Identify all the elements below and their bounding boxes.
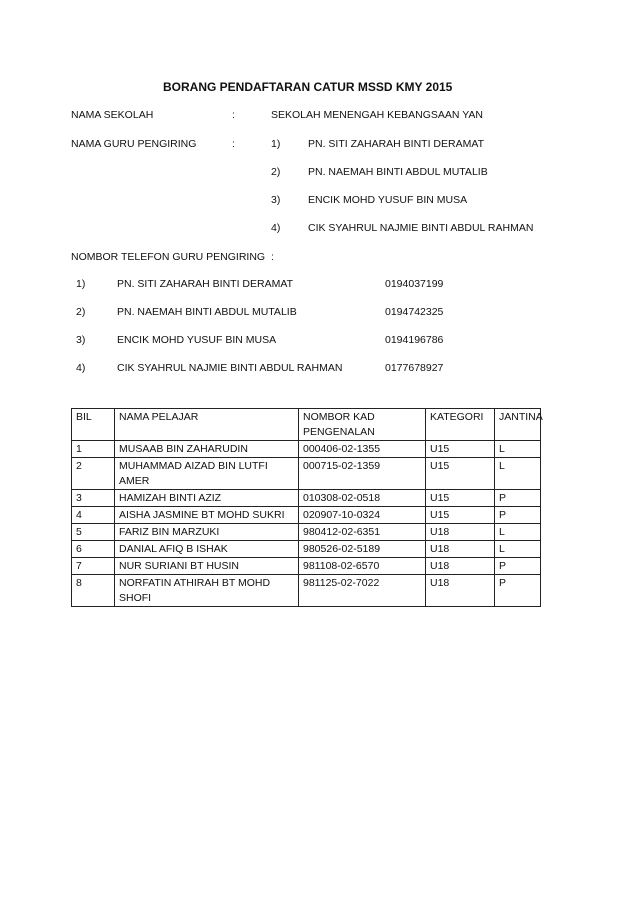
phones-label: NOMBOR TELEFON GURU PENGIRING: [71, 251, 266, 263]
cell-ic: 981125-02-7022: [299, 575, 426, 607]
cell-kategori: U15: [426, 490, 495, 507]
table-row: [72, 441, 541, 458]
teachers-label: NAMA GURU PENGIRING: [71, 138, 197, 150]
cell-jantina: P: [495, 507, 541, 524]
cell-jantina: L: [495, 441, 541, 458]
cell-bil: 6: [72, 541, 115, 558]
cell-kategori: U18: [426, 524, 495, 541]
phone-number: 0194742325: [385, 306, 444, 318]
header-bil: BIL: [72, 409, 115, 441]
table-header-row: [72, 409, 541, 441]
phone-number: 0194037199: [385, 278, 444, 290]
cell-ic: 010308-02-0518: [299, 490, 426, 507]
header-nama-pelajar: NAMA PELAJAR: [115, 409, 299, 441]
phone-entry-number: 1): [76, 278, 86, 290]
phone-number: 0177678927: [385, 362, 444, 374]
cell-kategori: U18: [426, 541, 495, 558]
cell-kategori: U18: [426, 575, 495, 607]
cell-jantina: L: [495, 524, 541, 541]
cell-ic: 980412-02-6351: [299, 524, 426, 541]
header-kategori: KATEGORI: [426, 409, 495, 441]
cell-jantina: P: [495, 575, 541, 607]
teacher-number: 1): [271, 138, 281, 150]
cell-ic: 020907-10-0324: [299, 507, 426, 524]
cell-ic: 000715-02-1359: [299, 458, 426, 490]
phone-entry-name: ENCIK MOHD YUSUF BIN MUSA: [117, 334, 277, 346]
school-name: SEKOLAH MENENGAH KEBANGSAAN YAN: [271, 109, 484, 121]
cell-jantina: P: [495, 490, 541, 507]
cell-jantina: P: [495, 558, 541, 575]
table-row: [72, 541, 541, 558]
phone-entry-number: 3): [76, 334, 86, 346]
phones-colon: :: [271, 251, 274, 263]
header-nombor-kad-pengenalan: NOMBOR KAD PENGENALAN: [299, 409, 426, 441]
teachers-colon: :: [232, 138, 235, 150]
cell-bil: 1: [72, 441, 115, 458]
cell-nama: NORFATIN ATHIRAH BT MOHD SHOFI: [115, 575, 299, 607]
header-jantina: JANTINA: [495, 409, 541, 441]
teacher-name: ENCIK MOHD YUSUF BIN MUSA: [308, 194, 468, 206]
phone-entry-number: 2): [76, 306, 86, 318]
cell-ic: 981108-02-6570: [299, 558, 426, 575]
cell-ic: 980526-02-5189: [299, 541, 426, 558]
cell-bil: 8: [72, 575, 115, 607]
teacher-number: 4): [271, 222, 281, 234]
cell-bil: 5: [72, 524, 115, 541]
cell-bil: 7: [72, 558, 115, 575]
phone-entry-name: PN. SITI ZAHARAH BINTI DERAMAT: [117, 278, 293, 290]
page-title: BORANG PENDAFTARAN CATUR MSSD KMY 2015: [163, 80, 453, 94]
phone-entry-name: PN. NAEMAH BINTI ABDUL MUTALIB: [117, 306, 297, 318]
school-colon: :: [232, 109, 235, 121]
cell-nama: FARIZ BIN MARZUKI: [115, 524, 299, 541]
teacher-number: 2): [271, 166, 281, 178]
cell-nama: MUHAMMAD AIZAD BIN LUTFI AMER: [115, 458, 299, 490]
teacher-name: CIK SYAHRUL NAJMIE BINTI ABDUL RAHMAN: [308, 222, 534, 234]
cell-jantina: L: [495, 541, 541, 558]
cell-bil: 2: [72, 458, 115, 490]
cell-ic: 000406-02-1355: [299, 441, 426, 458]
table-row: [72, 524, 541, 541]
cell-nama: NUR SURIANI BT HUSIN: [115, 558, 299, 575]
table-row: [72, 458, 541, 490]
cell-kategori: U15: [426, 441, 495, 458]
phone-entry-number: 4): [76, 362, 86, 374]
teacher-name: PN. NAEMAH BINTI ABDUL MUTALIB: [308, 166, 488, 178]
students-table: [71, 408, 541, 607]
cell-kategori: U15: [426, 458, 495, 490]
teacher-number: 3): [271, 194, 281, 206]
table-row: [72, 575, 541, 607]
school-label: NAMA SEKOLAH: [71, 109, 154, 121]
cell-nama: HAMIZAH BINTI AZIZ: [115, 490, 299, 507]
cell-kategori: U15: [426, 507, 495, 524]
cell-nama: MUSAAB BIN ZAHARUDIN: [115, 441, 299, 458]
cell-bil: 3: [72, 490, 115, 507]
cell-nama: DANIAL AFIQ B ISHAK: [115, 541, 299, 558]
cell-bil: 4: [72, 507, 115, 524]
cell-jantina: L: [495, 458, 541, 490]
table-row: [72, 507, 541, 524]
table-row: [72, 490, 541, 507]
teacher-name: PN. SITI ZAHARAH BINTI DERAMAT: [308, 138, 484, 150]
phone-number: 0194196786: [385, 334, 444, 346]
cell-kategori: U18: [426, 558, 495, 575]
phone-entry-name: CIK SYAHRUL NAJMIE BINTI ABDUL RAHMAN: [117, 362, 343, 374]
cell-nama: AISHA JASMINE BT MOHD SUKRI: [115, 507, 299, 524]
table-row: [72, 558, 541, 575]
